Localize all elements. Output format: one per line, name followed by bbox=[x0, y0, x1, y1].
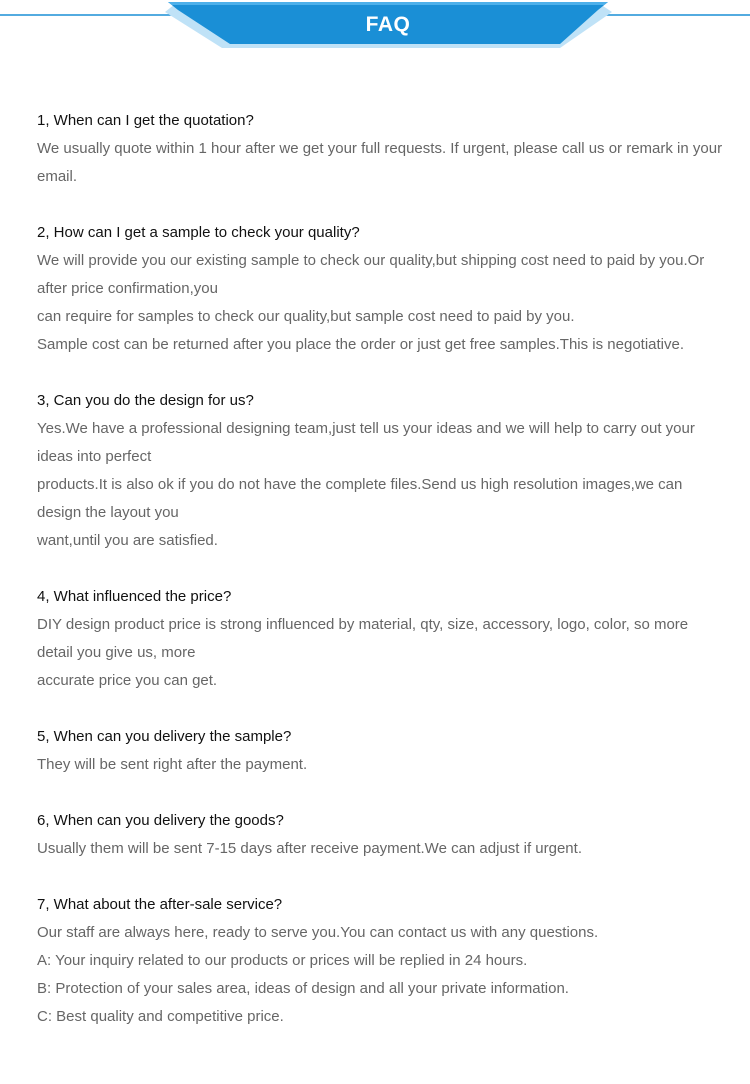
faq-answer-line: Usually them will be sent 7-15 days after receive payment.We can adjust if urgent. bbox=[37, 840, 582, 857]
faq-item bbox=[37, 891, 737, 1031]
page-title: FAQ bbox=[365, 13, 411, 36]
faq-item bbox=[37, 583, 737, 695]
faq-item bbox=[37, 807, 737, 863]
faq-list bbox=[37, 107, 737, 1059]
faq-question: 5, When can you delivery the sample? bbox=[37, 728, 292, 745]
faq-answer-line: We usually quote within 1 hour after we get your full requests. If urgent, please call us or remark in your bbox=[37, 140, 723, 157]
faq-item bbox=[37, 387, 737, 555]
faq-answer-line: A: Your inquiry related to our products or prices will be replied in 24 hours. bbox=[37, 952, 528, 969]
faq-answer-line: detail you give us, more bbox=[37, 644, 196, 661]
faq-answer-line: Sample cost can be returned after you place the order or just get free samples.This is negotiative. bbox=[37, 336, 685, 353]
faq-item bbox=[37, 219, 737, 359]
faq-answer-line: B: Protection of your sales area, ideas of design and all your private information. bbox=[37, 980, 569, 997]
faq-item bbox=[37, 107, 737, 191]
faq-question: 2, How can I get a sample to check your quality? bbox=[37, 224, 360, 241]
faq-question: 1, When can I get the quotation? bbox=[37, 112, 254, 129]
faq-answer-line: Our staff are always here, ready to serve you.You can contact us with any questions. bbox=[37, 924, 599, 941]
faq-answer-line: accurate price you can get. bbox=[37, 672, 218, 689]
faq-answer-line: DIY design product price is strong influenced by material, qty, size, accessory, logo, color, so more bbox=[37, 616, 689, 633]
faq-answer-line: want,until you are satisfied. bbox=[37, 532, 218, 549]
faq-answer-line: They will be sent right after the payment. bbox=[37, 756, 308, 773]
faq-banner bbox=[0, 0, 750, 52]
faq-answer-line: can require for samples to check our quality,but sample cost need to paid by you. bbox=[37, 308, 575, 325]
faq-answer-line: Yes.We have a professional designing team,just tell us your ideas and we will help to carry out your bbox=[37, 420, 695, 437]
faq-answer-line: design the layout you bbox=[37, 504, 179, 521]
faq-answer-line: C: Best quality and competitive price. bbox=[37, 1008, 284, 1025]
faq-answer-line: products.It is also ok if you do not have the complete files.Send us high resolution images,we can bbox=[37, 476, 683, 493]
faq-item bbox=[37, 723, 737, 779]
faq-question: 6, When can you delivery the goods? bbox=[37, 812, 284, 829]
faq-answer-line: We will provide you our existing sample to check our quality,but shipping cost need to paid by you.Or bbox=[37, 252, 705, 269]
faq-answer-line: email. bbox=[37, 168, 78, 185]
faq-answer-line: after price confirmation,you bbox=[37, 280, 218, 297]
faq-answer-line: ideas into perfect bbox=[37, 448, 152, 465]
faq-question: 3, Can you do the design for us? bbox=[37, 392, 254, 409]
faq-question: 4, What influenced the price? bbox=[37, 588, 232, 605]
faq-question: 7, What about the after-sale service? bbox=[37, 896, 283, 913]
